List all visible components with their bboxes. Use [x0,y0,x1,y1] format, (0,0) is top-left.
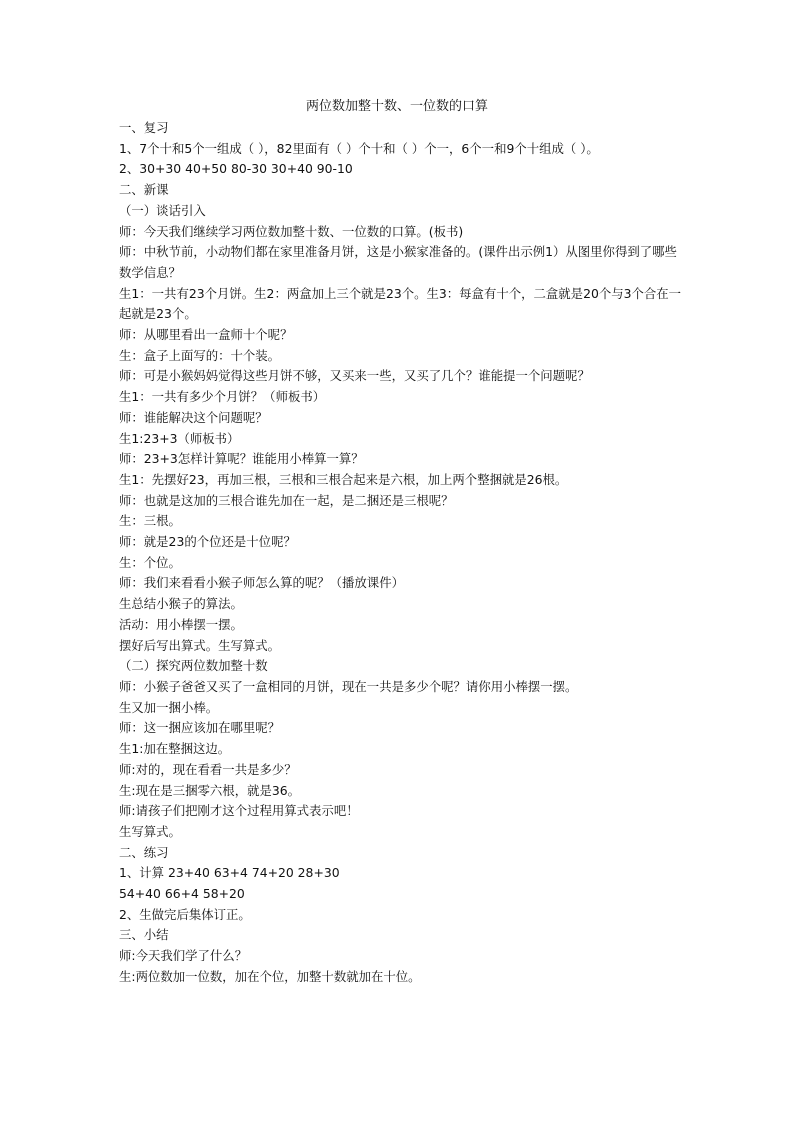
practice-item-2: 2、生做完后集体订正。 [119,906,251,922]
dialogue-line: 生1：一共有23个月饼。生2：两盒加上三个就是23个。生3：每盒有十个，二盒就是20个与3个合在一起就是23个。 [119,285,682,322]
section-heading-summary: 三、小结 [119,927,169,943]
dialogue-line: 师：今天我们继续学习两位数加整十数、一位数的口算。(板书) [119,223,464,239]
dialogue-line: 师：中秋节前，小动物们都在家里准备月饼，这是小猴家准备的。(课件出示例1）从图里你得到了哪些数学信息？ [119,244,677,280]
document-title: 两位数加整十数、一位数的口算 [305,99,488,114]
dialogue-line: 师:今天我们学了什么？ [119,948,248,964]
dialogue-line: 师:对的，现在看看一共是多少？ [119,761,297,777]
dialogue-line: 活动：用小棒摆一摆。 [119,616,243,632]
practice-item-1-continued: 54+40 66+4 58+20 [119,886,245,902]
section-heading-practice: 二、练习 [119,844,169,860]
document-body [119,118,689,988]
dialogue-line: 师：小猴子爸爸又买了一盒相同的月饼，现在一共是多少个呢？请你用小棒摆一摆。 [119,678,578,694]
dialogue-line: 生：个位。 [119,554,181,570]
dialogue-line: 师：可是小猴妈妈觉得这些月饼不够，又买来一些，又买了几个？谁能提一个问题呢？ [119,368,590,384]
dialogue-line: 师：也就是这加的三根合谁先加在一起，是二捆还是三根呢？ [119,492,454,508]
dialogue-line: 生：三根。 [119,513,181,529]
dialogue-line: 生1:加在整捆这边。 [119,741,231,757]
dialogue-line: 生写算式。 [119,823,181,839]
dialogue-line: 生1：先摆好23，再加三根，三根和三根合起来是六根，加上两个整捆就是26根。 [119,471,568,487]
dialogue-line: 师：23+3怎样计算呢？谁能用小棒算一算？ [119,451,364,467]
dialogue-line: 生总结小猴子的算法。 [119,596,243,612]
dialogue-line: 生：盒子上面写的：十个装。 [119,347,281,363]
review-question-1: 1、7个十和5个一组成（ ），82里面有（ ）个十和（ ）个一，6个一和9个十组成（ ）。 [119,140,599,156]
dialogue-line: 师：我们来看看小猴子师怎么算的呢？（播放课件） [119,575,404,591]
subsection-heading-explore: （二）探究两位数加整十数 [119,658,268,674]
dialogue-line: 生1:23+3（师板书） [119,430,240,446]
subsection-heading-intro: （一）谈话引入 [119,202,206,218]
dialogue-line: 师：这一捆应该加在哪里呢？ [119,720,281,736]
dialogue-line: 生1：一共有多少个月饼？（师板书） [119,389,326,405]
dialogue-line: 生:现在是三捆零六根，就是36。 [119,782,301,798]
dialogue-line: 师：就是23的个位还是十位呢？ [119,534,296,550]
dialogue-line: 师：谁能解决这个问题呢？ [119,409,268,425]
dialogue-line: 师：从哪里看出一盒师十个呢？ [119,327,293,343]
dialogue-line: 摆好后写出算式。生写算式。 [119,637,281,653]
section-heading-new-lesson: 二、新课 [119,182,169,198]
dialogue-line: 生:两位数加一位数，加在个位，加整十数就加在十位。 [119,968,421,984]
section-heading-review: 一、复习 [119,120,169,135]
practice-item-1: 1、计算 23+40 63+4 74+20 28+30 [119,865,340,881]
dialogue-line: 生又加一捆小棒。 [119,699,219,715]
review-question-2: 2、30+30 40+50 80-30 30+40 90-10 [119,161,353,177]
dialogue-line: 师:请孩子们把刚才这个过程用算式表示吧！ [119,803,359,819]
